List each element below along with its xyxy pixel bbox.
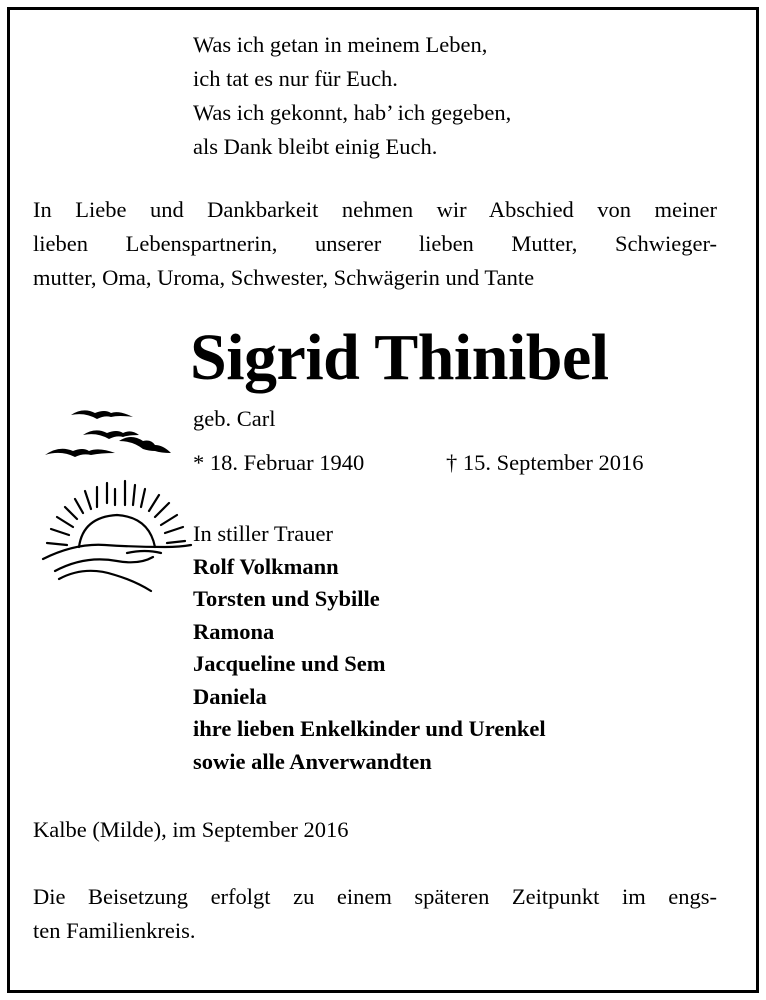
mourners-list xyxy=(193,518,546,778)
bird-icon xyxy=(45,449,115,457)
poem-line: Was ich gekonnt, hab’ ich gegeben, xyxy=(193,100,512,125)
burial-line: ten Familienkreis. xyxy=(33,918,196,943)
bird-icon xyxy=(119,437,171,453)
mourner-name: ihre lieben Enkelkinder und Urenkel xyxy=(193,716,546,741)
birth-date: * 18. Februar 1940 xyxy=(193,450,365,475)
burial-notice xyxy=(33,880,717,948)
deceased-name: Sigrid Thinibel xyxy=(190,321,609,394)
mourner-name: sowie alle Anverwandten xyxy=(193,748,432,774)
birth-name: geb. Carl xyxy=(193,406,276,431)
place-date: Kalbe (Milde), im September 2016 xyxy=(33,817,349,842)
bird-icon xyxy=(71,410,133,419)
mourners-heading: In stiller Trauer xyxy=(193,521,333,546)
mourner-name: Ramona xyxy=(193,618,275,644)
burial-line: Die Beisetzung erfolgt zu einem späteren Zeitpunkt im engs- xyxy=(33,884,717,909)
poem-line: ich tat es nur für Euch. xyxy=(193,66,398,91)
mourner-name: Rolf Volkmann xyxy=(193,553,339,579)
poem-line: Was ich getan in meinem Leben, xyxy=(193,32,488,57)
intro-line: lieben Lebenspartnerin, unserer lieben Mutter, Schwieger- xyxy=(33,231,717,256)
mourner-name: Daniela xyxy=(193,683,267,709)
poem xyxy=(193,28,511,164)
intro-line: In Liebe und Dankbarkeit nehmen wir Abschied von meiner xyxy=(33,197,717,222)
intro-text xyxy=(33,193,717,295)
mourner-name: Torsten und Sybille xyxy=(193,586,380,611)
intro-line: mutter, Oma, Uroma, Schwester, Schwägerin und Tante xyxy=(33,265,535,290)
death-date: † 15. September 2016 xyxy=(446,450,644,475)
poem-line: als Dank bleibt einig Euch. xyxy=(193,134,438,159)
birds-sunset-icon xyxy=(35,395,195,595)
mourner-name: Jacqueline und Sem xyxy=(193,651,386,676)
